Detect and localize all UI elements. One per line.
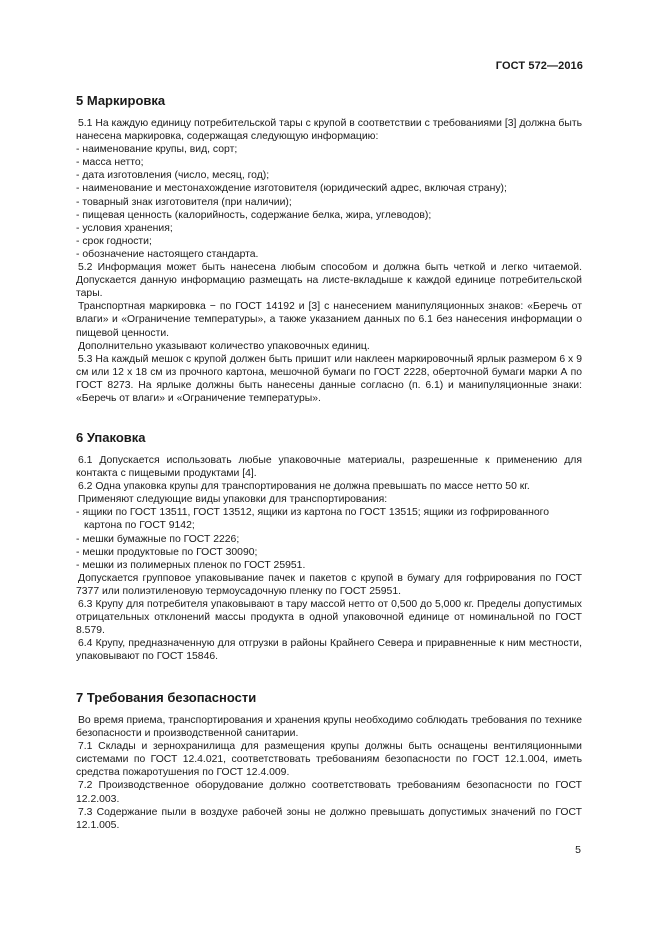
list-item: - товарный знак изготовителя (при наличии); [76, 196, 292, 208]
list-item: - мешки бумажные по ГОСТ 2226; [76, 533, 240, 545]
section-title: 7 Требования безопасности [76, 690, 257, 705]
list-item: - ящики по ГОСТ 13511, ГОСТ 13512, ящики из картона по ГОСТ 13515; ящики из гофрированного картона по ГОСТ 9142; [76, 507, 550, 532]
paragraph: Применяют следующие виды упаковки для транспортирования: [78, 494, 388, 506]
paragraph: Дополнительно указывают количество упаковочных единиц. [78, 340, 370, 352]
section-marking [76, 93, 582, 405]
page-number: 5 [575, 844, 581, 856]
paragraph: Во время приема, транспортирования и хранения крупы необходимо соблюдать требования по технике безопасности и производственной санитарии. [76, 715, 582, 740]
paragraph: 5.2 Информация может быть нанесена любым способом и должна быть четкой и легко читаемой. Допускается данную информацию размещать на листе-вкладыше к каждой единице потребительской тары. [76, 262, 582, 300]
document-code-header: ГОСТ 572—2016 [495, 60, 583, 72]
list-item: - дата изготовления (число, месяц, год); [76, 170, 270, 182]
list-item: - мешки из полимерных пленок по ГОСТ 25951. [76, 559, 306, 571]
paragraph: 5.3 На каждый мешок с крупой должен быть пришит или наклеен маркировочный ярлык размером 6 х 9 см или 12 х 18 см из прочного картона, мешочной бумаги по ГОСТ 2228, оберточной бумаги марки А по ГОСТ 8273. На ярлыке должны быть нанесены данные согласно (п. 6.1) и манипуляционные знаки: «Беречь от влаги» и «Ограничение температуры». [76, 353, 582, 404]
paragraph: 6.1 Допускается использовать любые упаковочные материалы, разрешенные к применению для контакта с пищевыми продуктами [4]. [76, 455, 582, 480]
list-item: - условия хранения; [76, 222, 173, 234]
section-safety [76, 690, 582, 832]
section-title: 5 Маркировка [76, 93, 166, 108]
section-title: 6 Упаковка [76, 430, 146, 445]
paragraph: 7.2 Производственное оборудование должно соответствовать требованиям безопасности по ГОСТ 12.2.003. [76, 780, 582, 805]
paragraph: Транспортная маркировка − по ГОСТ 14192 и [3] с нанесением манипуляционных знаков: «Беречь от влаги» и «Ограничение температуры», а также указанием данных по 6.1 без нанесения информации о пищевой ценности. [76, 301, 582, 339]
section-packaging [76, 430, 582, 664]
list-item: - срок годности; [76, 235, 152, 247]
paragraph: 6.4 Крупу, предназначенную для отгрузки в районы Крайнего Севера и приравненные к ним местности, упаковывают по ГОСТ 15846. [76, 638, 582, 663]
list-item: - обозначение настоящего стандарта. [76, 248, 259, 260]
list-item: - пищевая ценность (калорийность, содержание белка, жира, углеводов); [76, 209, 432, 221]
paragraph: Допускается групповое упаковывание пачек и пакетов с крупой в бумагу для гофрирования по ГОСТ 7377 или полиэтиленовую термоусадочную пленку по ГОСТ 25951. [76, 572, 582, 597]
paragraph: 7.3 Содержание пыли в воздухе рабочей зоны не должно превышать допустимых значений по ГОСТ 12.1.005. [76, 806, 582, 831]
paragraph: 7.1 Склады и зернохранилища для размещения крупы должны быть оснащены вентиляционными системами по ГОСТ 12.4.021, соответствовать требованиям безопасности по ГОСТ 12.1.004, иметь средства пожаротушения по ГОСТ 12.4.009. [76, 741, 582, 779]
paragraph: 6.3 Крупу для потребителя упаковывают в тару массой нетто от 0,500 до 5,000 кг. Пределы допустимых отрицательных отклонений массы продукта в одной упаковочной единице от номинальной по ГОСТ 8.579. [76, 599, 582, 637]
list-item: - наименование и местонахождение изготовителя (юридический адрес, включая страну); [76, 183, 507, 195]
list-item: - мешки продуктовые по ГОСТ 30090; [76, 546, 258, 558]
list-item: - масса нетто; [76, 157, 144, 169]
paragraph: 6.2 Одна упаковка крупы для транспортирования не должна превышать по массе нетто 50 кг. [78, 481, 530, 493]
list-item: - наименование крупы, вид, сорт; [76, 144, 238, 156]
paragraph: 5.1 На каждую единицу потребительской тары с крупой в соответствии с требованиями [3] должна быть нанесена маркировка, содержащая следующую информацию: [76, 118, 582, 143]
